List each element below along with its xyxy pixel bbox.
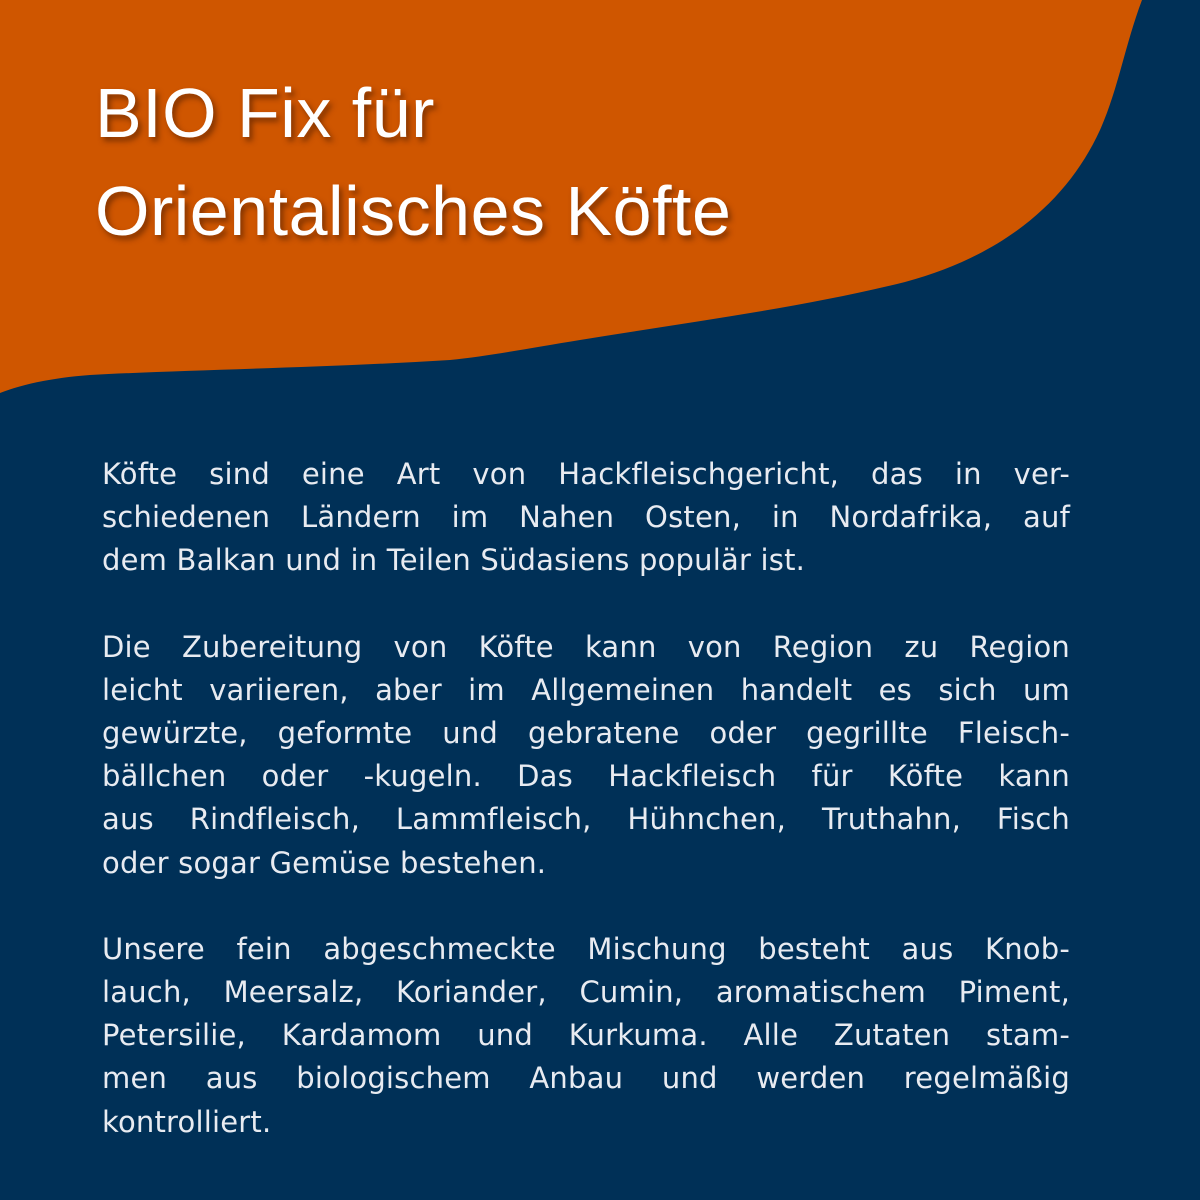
text-line: dem Balkan und in Teilen Südasiens populär ist. — [102, 543, 806, 578]
text-line: Unsere fein abgeschmeckte Mischung besteht aus Knob- — [102, 931, 1070, 966]
page-title — [95, 64, 731, 260]
text-line: kontrolliert. — [102, 1104, 272, 1139]
text-line: men aus biologischem Anbau und werden regelmäßig — [102, 1061, 1070, 1096]
text-line: Petersilie, Kardamom und Kurkuma. Alle Zutaten stam- — [102, 1018, 1070, 1053]
paragraph-preparation — [102, 626, 1070, 885]
text-line: oder sogar Gemüse bestehen. — [102, 845, 547, 880]
title-line-1: BIO Fix für — [95, 74, 435, 152]
description-text — [102, 453, 1070, 1187]
paragraph-ingredients — [102, 928, 1070, 1144]
title-line-2: Orientalisches Köfte — [95, 172, 732, 250]
text-line: lauch, Meersalz, Koriander, Cumin, aromatischem Piment, — [102, 975, 1070, 1010]
text-line: aus Rindfleisch, Lammfleisch, Hühnchen, Truthahn, Fisch — [102, 802, 1070, 837]
paragraph-intro — [102, 453, 1070, 583]
text-line: gewürzte, geformte und gebratene oder gegrillte Fleisch- — [102, 716, 1070, 751]
text-line: bällchen oder -kugeln. Das Hackfleisch für Köfte kann — [102, 759, 1070, 794]
text-line: leicht variieren, aber im Allgemeinen handelt es sich um — [102, 672, 1070, 707]
text-line: Die Zubereitung von Köfte kann von Region zu Region — [102, 629, 1070, 664]
text-line: Köfte sind eine Art von Hackfleischgericht, das in ver- — [102, 457, 1070, 491]
text-line: schiedenen Ländern im Nahen Osten, in Nordafrika, auf — [102, 500, 1070, 535]
